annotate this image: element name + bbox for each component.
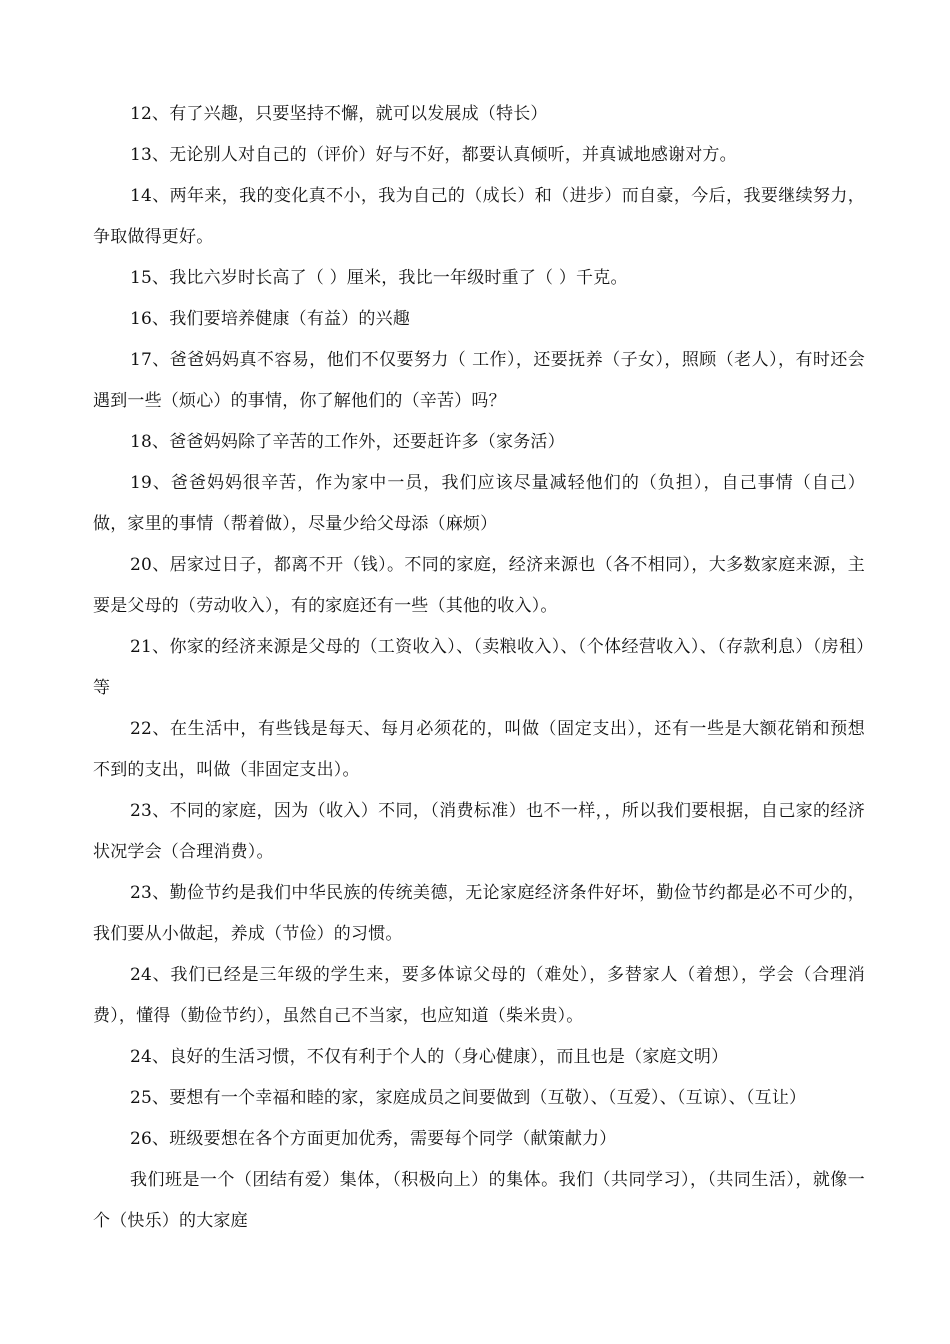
paragraph-item-21: 21、你家的经济来源是父母的（工资收入）、（卖粮收入）、（个体经营收入）、（存款利息）（房租）等 (93, 637, 865, 698)
paragraph-item-12: 12、有了兴趣，只要坚持不懈，就可以发展成（特长） (130, 104, 548, 124)
paragraph-item-20: 20、居家过日子，都离不开（钱）。不同的家庭，经济来源也（各不相同），大多数家庭来源，主要是父母的（劳动收入），有的家庭还有一些（其他的收入）。 (93, 555, 865, 616)
paragraph-item-23b: 23、勤俭节约是我们中华民族的传统美德，无论家庭经济条件好坏，勤俭节约都是必不可少的，我们要从小做起，养成（节俭）的习惯。 (93, 883, 865, 944)
paragraph-item-26: 26、班级要想在各个方面更加优秀，需要每个同学（献策献力） (130, 1129, 617, 1149)
paragraph-item-25: 25、要想有一个幸福和睦的家，家庭成员之间要做到（互敬）、（互爱）、（互谅）、（互让） (130, 1088, 807, 1108)
paragraph-item-15: 15、我比六岁时长高了（ ）厘米，我比一年级时重了（ ）千克。 (130, 268, 628, 288)
paragraph-item-13: 13、无论别人对自己的（评价）好与不好，都要认真倾听，并真诚地感谢对方。 (130, 145, 737, 165)
paragraph-item-23a: 23、不同的家庭，因为（收入）不同，（消费标准）也不一样，，所以我们要根据，自己家的经济状况学会（合理消费）。 (93, 801, 865, 862)
document-body (93, 94, 865, 1242)
paragraph-class-summary: 我们班是一个（团结有爱）集体，（积极向上）的集体。我们（共同学习），（共同生活），就像一个（快乐）的大家庭 (93, 1170, 865, 1231)
paragraph-item-24a: 24、我们已经是三年级的学生来，要多体谅父母的（难处），多替家人（着想），学会（合理消费），懂得（勤俭节约），虽然自己不当家，也应知道（柴米贵）。 (93, 965, 865, 1026)
paragraph-item-16: 16、我们要培养健康（有益）的兴趣 (130, 309, 411, 329)
paragraph-item-24b: 24、良好的生活习惯，不仅有利于个人的（身心健康），而且也是（家庭文明） (130, 1047, 729, 1067)
paragraph-item-14: 14、两年来，我的变化真不小，我为自己的（成长）和（进步）而自豪，今后，我要继续努力，争取做得更好。 (93, 186, 865, 247)
paragraph-item-17: 17、爸爸妈妈真不容易，他们不仅要努力（ 工作），还要抚养（子女），照顾（老人），有时还会遇到一些（烦心）的事情，你了解他们的（辛苦）吗？ (93, 350, 865, 411)
paragraph-item-19: 19、爸爸妈妈很辛苦，作为家中一员，我们应该尽量减轻他们的（负担），自己事情（自己）做，家里的事情（帮着做），尽量少给父母添（麻烦） (93, 473, 865, 534)
paragraph-item-18: 18、爸爸妈妈除了辛苦的工作外，还要赶许多（家务活） (130, 432, 565, 452)
paragraph-item-22: 22、在生活中，有些钱是每天、每月必须花的，叫做（固定支出），还有一些是大额花销和预想不到的支出，叫做（非固定支出）。 (93, 719, 865, 780)
